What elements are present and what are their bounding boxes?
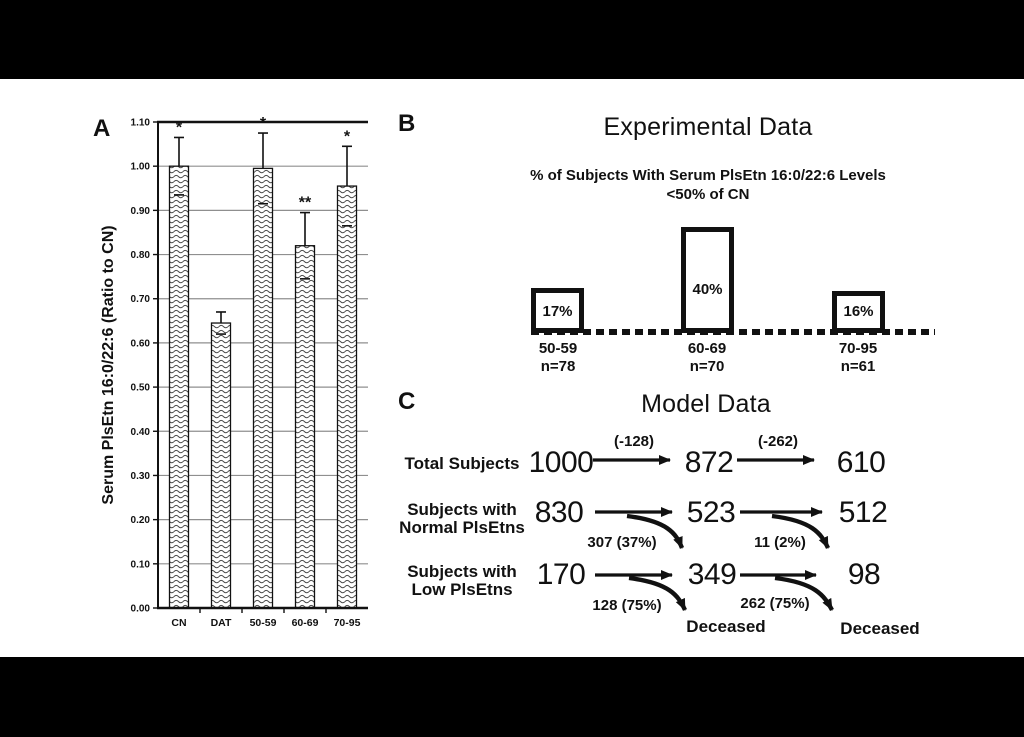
svg-text:Serum PlsEtn 16:0/22:6 (Ratio: Serum PlsEtn 16:0/22:6 (Ratio to CN) [100,225,117,505]
deceased-label: Deceased [686,617,766,636]
svg-text:70-95: 70-95 [333,617,361,629]
panel-b-group-label [688,340,726,376]
row-label-line1: Subjects with [407,562,517,581]
svg-text:60-69: 60-69 [291,617,319,629]
flow-arrow-group [593,460,832,610]
flow-value: 1000 [528,446,594,479]
svg-text:0.70: 0.70 [130,294,150,306]
svg-text:0.80: 0.80 [130,250,150,262]
panel-a-letter: A [93,115,111,142]
svg-text:0.10: 0.10 [130,559,150,571]
flow-value: 830 [534,496,584,529]
bar-value-label: 17% [542,303,573,320]
panel-b-subtitle-line2: <50% of CN [666,186,750,203]
bar-value-label: 40% [692,281,723,298]
svg-text:*: * [343,128,351,146]
panel-b-subtitle-line1: % of Subjects With Serum PlsEtn 16:0/22:6 Levels [530,167,886,184]
group-n: n=70 [689,358,725,375]
branch-arrow-307-down [627,516,682,548]
row-label-line1: Subjects with [407,500,517,519]
group-range: 70-95 [838,340,878,357]
svg-text:0.50: 0.50 [130,382,150,394]
svg-text:DAT: DAT [210,617,232,629]
group-n: n=78 [540,358,576,375]
branch-label: 11 (2%) [754,534,806,551]
svg-text:CN: CN [171,617,187,629]
panel-c-title: Model Data [641,390,771,418]
svg-text:0.30: 0.30 [130,470,150,482]
row-label-line2: Low PlsEtns [411,580,513,599]
row-label-total-subjects: Total Subjects [404,454,520,473]
svg-text:*: * [175,119,183,137]
panel-c-letter: C [398,388,416,415]
panel-c-flow-arrows [520,420,950,660]
svg-text:0.90: 0.90 [130,205,150,217]
flow-value: 349 [687,558,737,591]
svg-text:1.10: 1.10 [130,117,150,129]
panel-b-group-label [539,340,577,376]
row-label-line2: Normal PlsEtns [399,518,525,537]
bar-60-69 [681,227,734,333]
flow-value: 512 [838,496,888,529]
group-range: 60-69 [687,340,727,357]
panel-a-plot-area [100,115,368,629]
svg-text:50-59: 50-59 [249,617,277,629]
panel-b-letter: B [398,110,416,137]
flow-value: 170 [536,558,586,591]
row-label-normal-plsetns [399,501,525,537]
branch-label: 262 (75%) [740,595,810,612]
svg-text:0.60: 0.60 [130,338,150,350]
panel-a-bar-chart [75,94,387,642]
group-range: 50-59 [538,340,578,357]
flow-value: 872 [684,446,734,479]
svg-text:1.00: 1.00 [130,161,150,173]
arrow-label: (-128) [613,433,655,450]
branch-arrow-262-deceased [775,578,832,610]
panel-b-group-label [839,340,877,376]
branch-label: 128 (75%) [592,597,662,614]
branch-arrow-11-down [772,516,828,548]
svg-text:0.20: 0.20 [130,515,150,527]
bar-value-label: 16% [843,303,874,320]
panel-b-title: Experimental Data [603,113,813,141]
bar-50-59 [531,288,584,333]
row-label-low-plsetns [407,563,517,599]
flow-value: 610 [836,446,886,479]
arrow-label: (-262) [757,433,799,450]
deceased-label: Deceased [840,619,920,638]
svg-text:0.00: 0.00 [130,603,150,615]
group-n: n=61 [840,358,876,375]
branch-arrow-128-deceased [629,578,685,610]
svg-text:0.40: 0.40 [130,426,150,438]
svg-text:**: ** [298,194,312,212]
flow-value: 98 [847,558,881,591]
flow-value: 523 [686,496,736,529]
branch-label: 307 (37%) [587,534,657,551]
bar-70-95 [832,291,885,333]
svg-text:*: * [259,115,267,133]
